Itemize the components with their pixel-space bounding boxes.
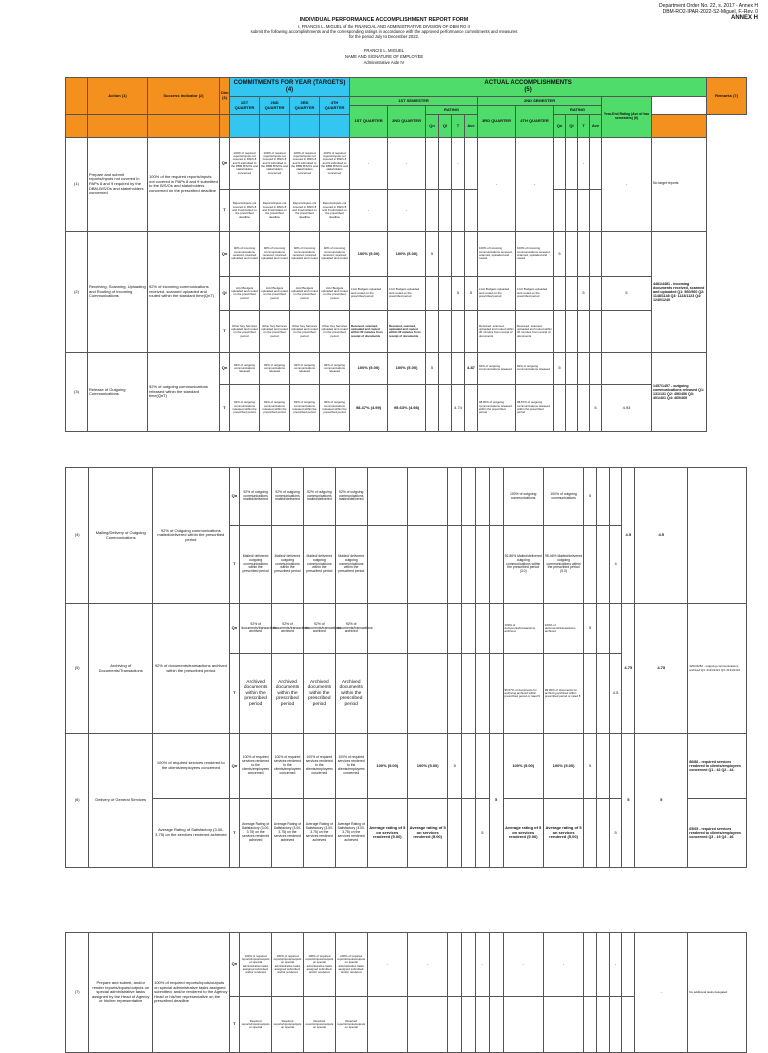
target-cell: 92% of incoming communications received, scanned uploaded and routed <box>320 231 350 276</box>
col-a3: 3RD QUARTER <box>478 106 516 137</box>
col-indicator: Success Indicator (2) <box>148 78 220 115</box>
target-cell: 100% of required reports/inputs not covered in PAPs 8 and 9 submitted to the DBM B/S/Os and stakeholders concerned <box>260 137 290 190</box>
target-cell: 92% of outgoing communications released <box>230 353 260 384</box>
target-cell: Average Rating of Satisfactory (3.00-3.75) on the services rendered achieved <box>272 799 304 868</box>
actual-header: ACTUAL ACCOMPLISHMENTS (5) <box>350 78 707 97</box>
action-text: Prepare and submit reports/inputs not covered in PAPs 8 and 9 required by the DBM-B/S/Os and stakeholders concerned <box>88 137 148 231</box>
col-qn-2: Qn <box>554 115 566 137</box>
indicator-text: 92% of Outgoing communications mailed/delivered within the prescribed period <box>153 468 229 604</box>
employee-name: FRANCIS L. MIGUEL <box>363 48 405 53</box>
actual-cell: 98.46% Mailed/delivered outgoing communications within the prescribed period (5.0) <box>543 526 583 604</box>
yearend-cell: - <box>602 137 652 231</box>
performance-table-page-2 <box>65 467 747 868</box>
target-cell: 92% of outgoing communications mailed/delivered <box>335 468 367 526</box>
target-cell: Average Rating of Satisfactory (3.00-3.75) on the services rendered achieved <box>240 799 272 868</box>
actual-cell: - <box>407 933 447 997</box>
actual-cell: 100% of outgoing communications <box>503 468 543 526</box>
target-cell: 92% of outgoing communications mailed/delivered <box>303 468 335 526</box>
action-text: Mailing/Delivery of Outgoing Communications <box>89 468 153 604</box>
target-cell: 100% of required services rendered to the clients/employees concerned <box>335 734 367 799</box>
dim-label: Qn <box>229 468 240 526</box>
target-cell: 92% of outgoing communications released within the prescribed period <box>230 384 260 431</box>
rating-cell: 5 <box>609 799 622 868</box>
dim-label: T <box>229 654 240 734</box>
rating-header-1: RATING <box>426 106 478 115</box>
col-dim: Dim (3) <box>220 78 230 115</box>
actual-cell: 95.63% (4.98) <box>388 384 426 431</box>
target-cell: 92% of outgoing communications mailed/delivered <box>240 468 272 526</box>
target-cell: Average Rating of Satisfactory (3.00-3.75) on the services rendered achieved <box>303 799 335 868</box>
actual-cell: LGU Budgets uploaded and routed on the prescribed period <box>350 276 388 310</box>
form-title: INDIVIDUAL PERFORMANCE ACCOMPLISHMENT REPORT FORM <box>299 17 469 23</box>
rating-header-2: RATING <box>554 106 602 115</box>
actual-cell: 100% (5.00) <box>350 231 388 276</box>
actual-cell: - <box>543 933 583 997</box>
rating-cell: 5 <box>475 799 489 868</box>
annex-label: ANNEX H <box>730 15 758 21</box>
target-cell: 92% of incoming communications received, scanned uploaded and routed <box>290 231 320 276</box>
actual-cell: - <box>478 137 516 231</box>
target-cell: Required reports/inputs/outputs on special <box>272 997 304 1053</box>
employee-caption: NAME AND SIGNATURE OF EMPLOYEE <box>344 54 424 59</box>
target-cell: Other Key Services uploaded and routed on the prescribed period <box>320 310 350 353</box>
dim-label: T <box>229 799 240 868</box>
actual-cell: 99.00% of documents for archiving archived within prescribed period or rated 5 <box>543 654 583 734</box>
target-cell: 100% of required reports/inputs/outputs on special administrative tasks assigned submitted; and/or rendered <box>272 933 304 997</box>
table-row <box>66 933 747 997</box>
actual-cell: 92% of outgoing communications released <box>516 353 554 384</box>
sem2-header: 2ND SEMESTER <box>478 97 602 106</box>
col-a2: 2ND QUARTER <box>388 106 426 137</box>
target-cell: 92% of documents/transactions archived <box>272 604 304 654</box>
target-cell: Mailed/ delivered outgoing communications within the prescribed period <box>335 526 367 604</box>
target-cell: 92% of documents/transactions archived <box>335 604 367 654</box>
actual-cell: 100% (5.00) <box>503 734 543 799</box>
indicator-text: 92% of incoming communications received, scanned uploaded and routed within the standard time(QnT) <box>148 231 220 352</box>
target-cell: Other Key Services uploaded and routed on the prescribed period <box>290 310 320 353</box>
target-cell: Reports/inputs not covered in PAPs 8 and 9 submitted on the prescribed deadline <box>290 190 320 232</box>
dim-label: T <box>220 384 230 431</box>
target-cell: Archived documents within the prescribed period <box>335 654 367 734</box>
rating-cell: 5 <box>554 353 566 384</box>
col-q1: 1ST QUARTER <box>230 97 260 115</box>
target-cell: 92% of outgoing communications released within the prescribed period <box>260 384 290 431</box>
target-cell: 92% of incoming communications received, scanned uploaded and routed <box>230 231 260 276</box>
target-cell: Reports/inputs not covered in PAPs 8 and 9 submitted on the prescribed deadline <box>230 190 260 232</box>
remarks-cell: No additional tasks delegated <box>688 933 747 1053</box>
actual-cell: 100% (5.00) <box>543 734 583 799</box>
rating-cell: 5 <box>584 604 597 654</box>
rating-cell: - <box>578 137 590 190</box>
col-yearend: Year-End Rating (Ave of two semesters) (6) <box>602 97 652 137</box>
target-cell: 92% of outgoing communications released <box>260 353 290 384</box>
target-cell: 100% of required reports/inputs/outputs on special administrative tasks assigned submitted; and/or rendered <box>335 933 367 997</box>
col-remarks: Remarks (7) <box>707 78 747 115</box>
row-number: (5) <box>66 604 89 734</box>
row-number: (2) <box>66 231 88 352</box>
target-cell: LGU Budgets uploaded and routed on the prescribed period <box>290 276 320 310</box>
actual-cell: 98.47% (4.99) <box>350 384 388 431</box>
target-cell: Required reports/inputs/outputs on special <box>335 997 367 1053</box>
action-text: Archiving of Documents/Transactions <box>89 604 153 734</box>
remarks-cell: 65/65 - required services rendered to clients/employees concerned Q3 - 19 Q4 - 46 <box>688 799 747 868</box>
commitments-header: COMMITMENTS FOR YEAR (TARGETS) (4) <box>230 78 350 97</box>
target-cell: 92% of documents/transactions archived <box>240 604 272 654</box>
action-text: Prepare and submit, and/or render reports/inputs/outputs on special administrative tasks assigned by the Head of Agency or his/her representative <box>89 933 153 1053</box>
performance-table-page-1 <box>65 77 747 432</box>
yearend-cell: 5 <box>602 276 652 310</box>
ave-cell: 4.5 <box>622 468 635 604</box>
actual-cell: Average rating of 5 on services rendered (5.00) <box>367 799 407 868</box>
target-cell: LGU Budgets uploaded and routed on the prescribed period <box>320 276 350 310</box>
actual-cell: Average rating of 5 on services rendered (5.00) <box>543 799 583 868</box>
employee-position: Administrative Aide IV <box>363 60 405 65</box>
actual-cell: 100% of documents/transactions archived <box>543 604 583 654</box>
remarks-cell: 4481/4481 - incoming documents received, scanned and uploaded Q1: 560/560 Q2: 1148/1148 Q3: 1123/1123 Q4: 1240/1240 <box>652 231 707 352</box>
table-row <box>66 137 747 190</box>
actual-cell: 100% (5.00) <box>407 734 447 799</box>
actual-cell: 100% of outgoing communications <box>543 468 583 526</box>
yearend-cell: 5 <box>635 734 688 868</box>
target-cell: Other Key Services uploaded and routed on the prescribed period <box>230 310 260 353</box>
sem1-header: 1ST SEMESTER <box>350 97 478 106</box>
actual-cell: Received, scanned, uploaded and routed within 30 minutes from receipt of documents <box>478 310 516 353</box>
actual-cell: LGU Budgets uploaded and routed on the prescribed period <box>478 276 516 310</box>
actual-cell: - <box>350 137 388 190</box>
rating-cell: 4.5 <box>609 654 622 734</box>
actual-cell: 92.86% Mailed/delivered outgoing communications within the prescribed period (3.0) <box>503 526 543 604</box>
target-cell: Required reports/inputs/outputs on special <box>240 997 272 1053</box>
actual-cell: - <box>388 190 426 232</box>
actual-cell: 100% of incoming communications received, scanned, uploaded and routed <box>478 231 516 276</box>
actual-cell: Received, scanned, uploaded and routed within 30 minutes from receipt of documents <box>516 310 554 353</box>
action-text: Delivery of General Services <box>89 734 153 868</box>
indicator-text: 92% of documents/transactions archived within the prescribed period <box>153 604 229 734</box>
yearend-cell: 4.5 <box>635 468 688 604</box>
dim-label: T <box>220 190 230 232</box>
rating-cell: - <box>475 933 489 997</box>
table-row <box>66 734 747 799</box>
yearend-cell: - <box>635 933 688 1053</box>
row-number: (3) <box>66 353 88 432</box>
indicator-text: Average Rating of Satisfactory (3.00-3.75) on the services rendered achieved <box>153 799 229 868</box>
target-cell: Archived documents within the prescribed period <box>272 654 304 734</box>
action-text: Receiving, Scanning, Uploading and Routing of Incoming Communications <box>88 231 148 352</box>
remarks-cell: No target reports <box>652 137 707 231</box>
dim-label: Qn <box>220 231 230 276</box>
actual-cell: - <box>350 190 388 232</box>
actual-cell: 100% (5.00) <box>350 353 388 384</box>
remarks-cell: 86/86 - required services rendered to clients/employees concerned Q1 - 42 Q2 - 44 <box>688 734 747 799</box>
target-cell: LGU Budgets uploaded and routed on the prescribed period <box>260 276 290 310</box>
dim-label: Qn <box>220 353 230 384</box>
indicator-text: 100% of the required reports/inputs not covered in PAPs 8 and 9 submitted to the B/S/Os and stakeholders concerned on the prescribed deadline <box>148 137 220 231</box>
actual-cell: - <box>516 137 554 231</box>
actual-cell: LGU Budgets uploaded and routed on the prescribed period <box>516 276 554 310</box>
rating-cell: 5 <box>554 231 566 276</box>
actual-cell: - <box>503 933 543 997</box>
ref-line-2: DBM-RO2-IPAR-2022-S2-Miguel, F.-Rev. 0 <box>662 9 758 15</box>
target-cell: 100% of required reports/inputs not covered in PAPs 8 and 9 submitted to the DBM B/S/Os and stakeholders concerned <box>230 137 260 190</box>
col-ave-1: Ave <box>465 115 478 137</box>
actual-cell: 100% of incoming communications received, scanned, uploaded and routed <box>516 231 554 276</box>
col-ave-2: Ave <box>590 115 602 137</box>
actual-cell: Average rating of 5 on services rendered (5.00) <box>503 799 543 868</box>
target-cell: Mailed/ delivered outgoing communications within the prescribed period <box>240 526 272 604</box>
row-number: (1) <box>66 137 88 231</box>
dim-label: Qn <box>229 734 240 799</box>
dim-label: Ql <box>220 276 230 310</box>
rating-cell: 5 <box>584 468 597 526</box>
remarks-cell: 1457/1457 - outgoing communications released Q1: 131/131 Q2: 456/456 Q3: 401/401 Q4: 469/469 <box>652 353 707 432</box>
row-number: (6) <box>66 734 89 868</box>
performance-table-page-3 <box>65 932 747 1053</box>
actual-cell: 100% (5.00) <box>367 734 407 799</box>
table-row <box>66 231 747 276</box>
actual-cell: 98.00% of outgoing communications released within the prescribed period <box>478 384 516 431</box>
actual-cell: 100% of documents/transactions archived <box>503 604 543 654</box>
intro-line-3: for the period July to December 2022. <box>348 34 420 39</box>
yearend-cell: 4.93 <box>602 384 652 431</box>
target-cell: Reports/inputs not covered in PAPs 8 and 9 submitted on the prescribed deadline <box>320 190 350 232</box>
rating-cell: 5 <box>448 734 462 799</box>
col-qn-1: Qn <box>426 115 439 137</box>
col-q4: 4TH QUARTER <box>320 97 350 115</box>
actual-cell: - <box>388 137 426 190</box>
target-cell: 92% of outgoing communications mailed/delivered <box>272 468 304 526</box>
remarks-cell: 4252/4252 - outgoing communications archived Q3: 2121/2121 Q4: 2131/2131 <box>688 604 747 734</box>
target-cell: 92% of outgoing communications released <box>290 353 320 384</box>
target-cell: 100% of required services rendered to the clients/employees concerned <box>303 734 335 799</box>
target-cell: Archived documents within the prescribed period <box>240 654 272 734</box>
col-ql-2: Ql <box>566 115 578 137</box>
actual-cell: 98.57% of outgoing communications released within the prescribed period <box>516 384 554 431</box>
dim-label: Qn <box>229 604 240 654</box>
target-cell: 100% of required reports/inputs not covered in PAPs 8 and 9 submitted to the DBM B/S/Os and stakeholders concerned <box>320 137 350 190</box>
col-ql-1: Ql <box>439 115 452 137</box>
indicator-text: 100% of required reports/inputs/outputs on special administrative tasks assigned submitted; and/or rendered to the Agency Head or his/her representative on the prescribed deadline <box>153 933 229 1053</box>
target-cell: Mailed/ delivered outgoing communications within the prescribed period <box>272 526 304 604</box>
rating-cell: 5 <box>452 276 465 310</box>
table-row <box>66 468 747 526</box>
col-a1: 1ST QUARTER <box>350 106 388 137</box>
rating-cell: - <box>452 137 465 190</box>
rating-cell: 5 <box>426 353 439 384</box>
rating-cell: 5 <box>426 231 439 276</box>
indicator-text: 92% of outgoing communications released within the standard time(QnT) <box>148 353 220 432</box>
target-cell: Mailed/ delivered outgoing communications within the prescribed period <box>303 526 335 604</box>
target-cell: LGU Budgets uploaded and routed on the prescribed period <box>230 276 260 310</box>
table-row <box>66 353 747 384</box>
target-cell: 92% of outgoing communications released <box>320 353 350 384</box>
target-cell: Archived documents within the prescribed period <box>303 654 335 734</box>
dim-label: Qn <box>229 933 240 997</box>
intro-line-2: submit the following accomplishments and the corresponding ratings in accordance with the approved performance commitments and measures <box>250 29 518 34</box>
yearend-cell: 4.75 <box>635 604 688 734</box>
target-cell: Required reports/inputs/outputs on special <box>303 997 335 1053</box>
col-action: Action (1) <box>88 78 148 115</box>
actual-cell: Received, scanned, uploaded and routed within 30 minutes from receipt of documents <box>350 310 388 353</box>
dim-label: T <box>220 310 230 353</box>
target-cell: 100% of required reports/inputs not covered in PAPs 8 and 9 submitted to the DBM B/S/Os and stakeholders concerned <box>290 137 320 190</box>
row-number: (7) <box>66 933 89 1053</box>
ave-cell: 4.87 <box>465 353 478 384</box>
actual-cell: 100% (5.00) <box>388 231 426 276</box>
rating-cell: - <box>609 933 622 997</box>
action-text: Release of Outgoing Communications <box>88 353 148 432</box>
actual-cell: Received, scanned, uploaded and routed within 30 minutes from receipt of documents <box>388 310 426 353</box>
target-cell: Average Rating of Satisfactory (3.00-3.75) on the services rendered achieved <box>335 799 367 868</box>
target-cell: 92% of documents/transactions archived <box>303 604 335 654</box>
actual-cell: 96.67% of documents for archiving archived within prescribed period or rated 5 <box>503 654 543 734</box>
col-q3: 3RD QUARTER <box>290 97 320 115</box>
actual-cell: 100% (5.00) <box>388 353 426 384</box>
target-cell: Other Key Services uploaded and routed on the prescribed period <box>260 310 290 353</box>
ave-cell: 5 <box>489 734 503 868</box>
rating-cell: 4.74 <box>452 384 465 431</box>
rating-cell: 5 <box>584 734 597 799</box>
ave-cell: 5 <box>465 276 478 310</box>
col-t-1: T <box>452 115 465 137</box>
ave-cell: 5 <box>590 384 602 431</box>
target-cell: 100% of required services rendered to the clients/employees concerned <box>272 734 304 799</box>
indicator-text: 100% of required services rendered to the clients/employees concerned <box>153 734 229 799</box>
ave-cell: 5 <box>622 734 635 868</box>
actual-cell: LGU Budgets uploaded and routed on the prescribed period <box>388 276 426 310</box>
intro-line-1: I, FRANCIS L. MIGUEL of the FINANCIAL AND ADMINISTRATIVE DIVISION OF DBM RO II <box>298 24 470 29</box>
actual-cell: Average rating of 5 on services rendered (5.00) <box>407 799 447 868</box>
target-cell: 100% of required services rendered to the clients/employees concerned <box>240 734 272 799</box>
dim-label: T <box>229 997 240 1053</box>
dim-label: Qn <box>220 137 230 190</box>
col-t-2: T <box>578 115 590 137</box>
dim-label: T <box>229 526 240 604</box>
col-a4: 4TH QUARTER <box>516 106 554 137</box>
target-cell: 92% of outgoing communications released within the prescribed period <box>290 384 320 431</box>
target-cell: 100% of required reports/inputs/outputs on special administrative tasks assigned submitted; and/or rendered <box>240 933 272 997</box>
ref-line-1: Department Order No. 22, s. 2017 - Annex H <box>659 3 758 9</box>
target-cell: 92% of incoming communications received, scanned uploaded and routed <box>260 231 290 276</box>
target-cell: Reports/inputs not covered in PAPs 8 and 9 submitted on the prescribed deadline <box>260 190 290 232</box>
ave-cell: 4.75 <box>622 604 635 734</box>
row-number: (4) <box>66 468 89 604</box>
rating-cell: 5 <box>578 276 590 310</box>
actual-cell: 92% of outgoing communications released <box>478 353 516 384</box>
table-row <box>66 604 747 654</box>
target-cell: 100% of required reports/inputs/outputs on special administrative tasks assigned submitted; and/or rendered <box>303 933 335 997</box>
rating-cell: 4 <box>609 526 622 604</box>
col-q2: 2ND QUARTER <box>260 97 290 115</box>
actual-cell: - <box>367 933 407 997</box>
target-cell: 92% of outgoing communications released within the prescribed period <box>320 384 350 431</box>
